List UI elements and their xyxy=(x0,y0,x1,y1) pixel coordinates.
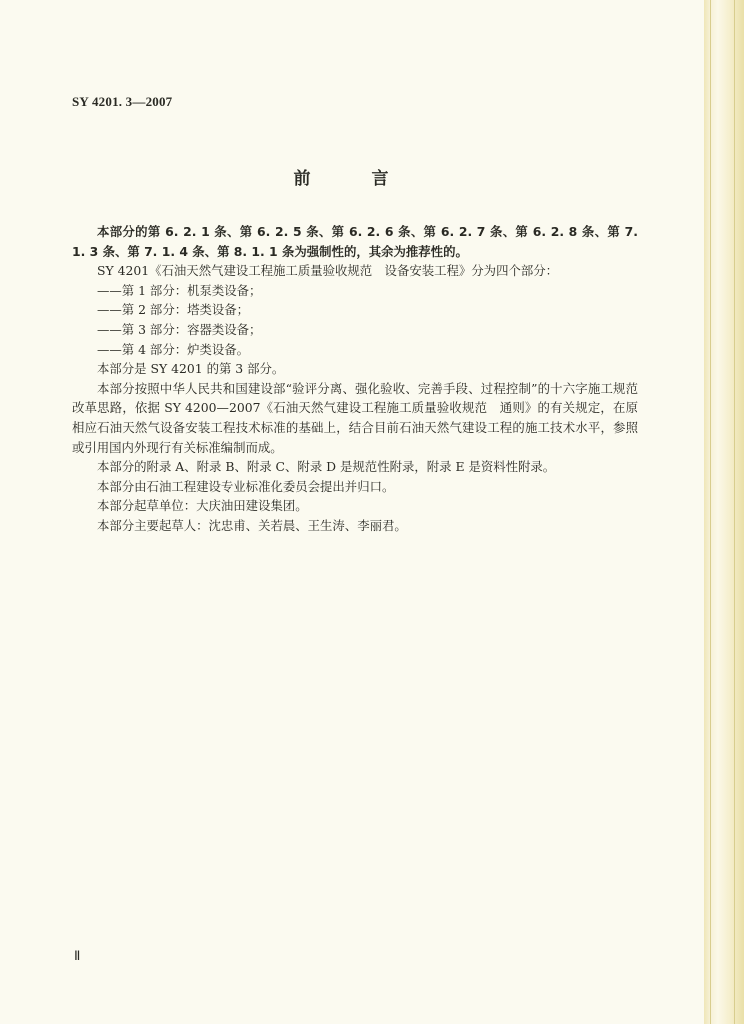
page-edge xyxy=(704,0,744,1024)
list-item-part-3: ——第 3 部分：容器类设备； xyxy=(97,321,262,337)
list-item-part-1: ——第 1 部分：机泵类设备； xyxy=(97,282,262,298)
paragraph-drafters: 本部分主要起草人：沈忠甫、关若晨、王生涛、李丽君。 xyxy=(97,517,407,533)
list-item-part-4: ——第 4 部分：炉类设备。 xyxy=(97,341,250,357)
paragraph-proposed-by: 本部分由石油工程建设专业标准化委员会提出并归口。 xyxy=(97,478,395,494)
body-text xyxy=(72,222,638,536)
edge-line xyxy=(734,0,735,1024)
paragraph-appendices: 本部分的附录 A、附录 B、附录 C、附录 D 是规范性附录，附录 E 是资料性附录。 xyxy=(97,459,556,475)
edge-line xyxy=(710,0,711,1024)
list-item-part-2: ——第 2 部分：塔类设备； xyxy=(97,302,250,318)
paragraph-drafting-unit: 本部分起草单位：大庆油田建设集团。 xyxy=(97,498,308,514)
paragraph-parts-intro: SY 4201《石油天然气建设工程施工质量验收规范 设备安装工程》分为四个部分： xyxy=(97,263,559,279)
document-code: SY 4201. 3—2007 xyxy=(72,94,173,109)
paragraph-mandatory-clauses: 本部分的第 6. 2. 1 条、第 6. 2. 5 条、第 6. 2. 6 条、第 6. 2. 7 条、第 6. 2. 8 条、第 7. 1. 3 条、第 7. 1. 4 条、第 8. 1. 1 条为强制性的，其余为推荐性的。 xyxy=(72,224,638,259)
page-title: 前 言 xyxy=(293,169,411,189)
paragraph-this-part: 本部分是 SY 4201 的第 3 部分。 xyxy=(97,361,285,377)
paragraph-basis: 本部分按照中华人民共和国建设部“验评分离、强化验收、完善手段、过程控制”的十六字施工规范改革思路，依据 SY 4200—2007《石油天然气建设工程施工质量验收规范 通则》的有关规定，在原相应石油天然气设备安装工程技术标准的基础上，结合目前石油天然气建设工程的施工技术水平，参照或引用国内外现行有关标准编制而成。 xyxy=(72,380,638,455)
page-number: Ⅱ xyxy=(74,948,81,963)
